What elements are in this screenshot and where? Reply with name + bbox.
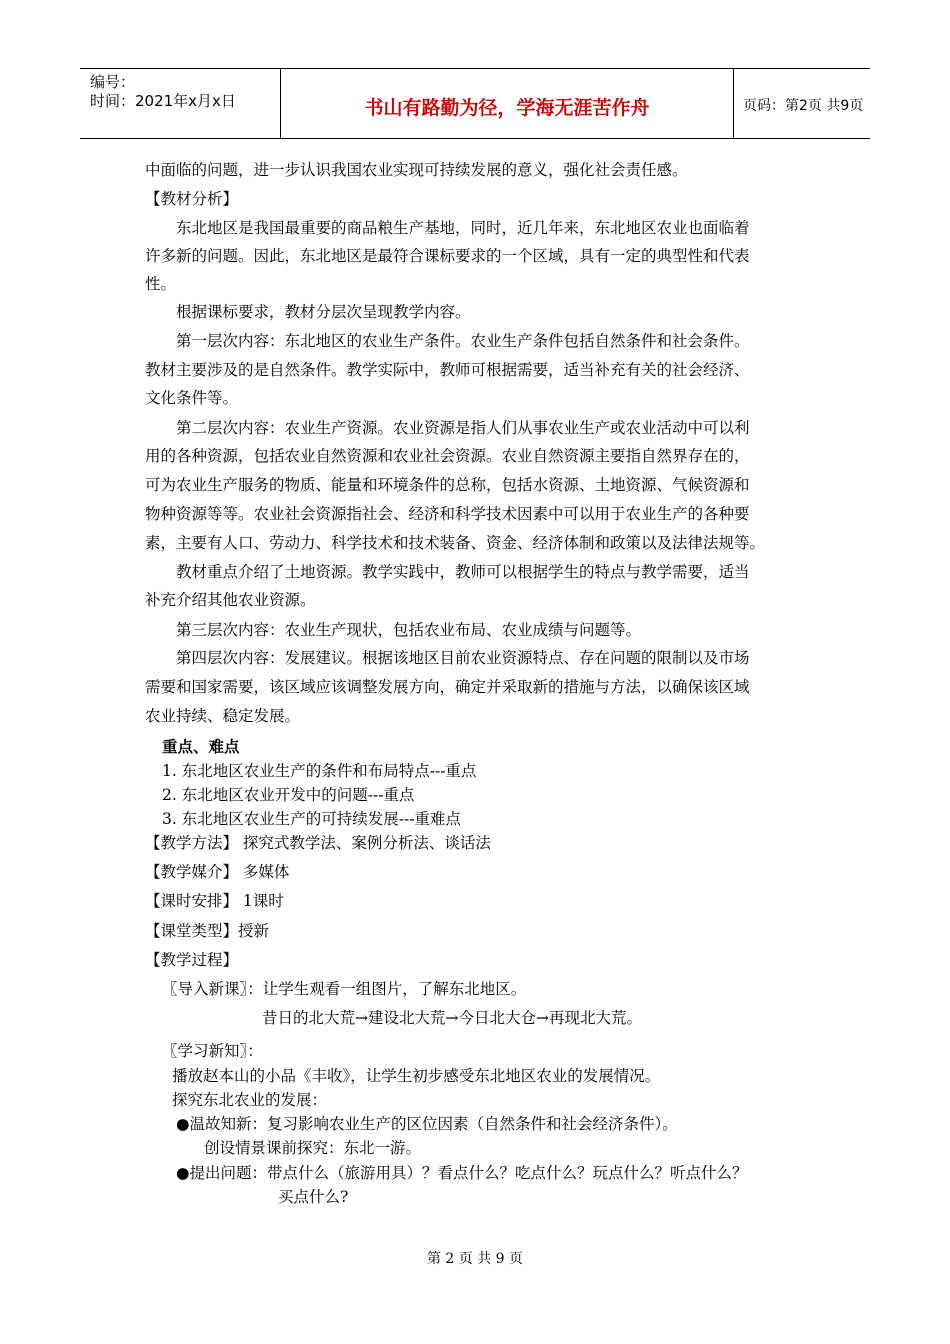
paragraph-line: 东北地区是我国最重要的商品粮生产基地，同时，近几年来，东北地区农业也面临着 — [176, 219, 750, 237]
teaching-method: 【教学方法】 探究式教学法、案例分析法、谈话法 — [145, 834, 491, 852]
bullet-item: ●温故知新：复习影响农业生产的区位因素（自然条件和社会经济条件）。 — [176, 1115, 678, 1133]
key-point-item: 2. 东北地区农业开发中的问题---重点 — [162, 786, 415, 804]
paragraph-line: 物种资源等等。农业社会资源指社会、经济和科学技术因素中可以用于农业生产的各种要 — [145, 505, 750, 523]
paragraph-line: 用的各种资源，包括农业自然资源和农业社会资源。农业自然资源主要指自然界存在的， — [145, 447, 750, 465]
date-label: 时间：2021年x月x日 — [90, 92, 236, 110]
paragraph-line: 教材重点介绍了土地资源。教学实践中，教师可以根据学生的特点与教学需要，适当 — [176, 563, 750, 581]
paragraph-line: 需要和国家需要，该区域应该调整发展方向，确定并采取新的措施与方法，以确保该区域 — [145, 678, 750, 696]
paragraph-line: 根据课标要求，教材分层次呈现教学内容。 — [176, 303, 471, 321]
paragraph-line: 补充介绍其他农业资源。 — [145, 591, 316, 609]
key-points-heading: 重点、难点 — [162, 737, 240, 756]
intro-step: 〖导入新课〗：让学生观看一组图片，了解东北地区。 — [162, 980, 527, 998]
paragraph-line: 第一层次内容：东北地区的农业生产条件。农业生产条件包括自然条件和社会条件。 — [176, 332, 750, 350]
section-heading: 【教材分析】 — [145, 190, 239, 208]
key-point-item: 3. 东北地区农业生产的可持续发展---重难点 — [162, 810, 461, 828]
paragraph-line: 第三层次内容：农业生产现状，包括农业布局、农业成绩与问题等。 — [176, 621, 642, 639]
paragraph-line: 第二层次内容：农业生产资源。农业资源是指人们从事农业生产或农业活动中可以利 — [176, 419, 750, 437]
paragraph-line: 中面临的问题，进一步认识我国农业实现可持续发展的意义，强化社会责任感。 — [145, 161, 688, 179]
intro-sequence: 昔日的北大荒→建设北大荒→今日北大仓→再现北大荒。 — [262, 1009, 642, 1027]
motto: 书山有路勤为径，学海无涯苦作舟 — [364, 97, 650, 119]
header-motto-cell — [280, 69, 734, 138]
paragraph-line: 农业持续、稳定发展。 — [145, 707, 301, 725]
learn-item: 探究东北农业的发展： — [172, 1091, 328, 1109]
paragraph-line: 素，主要有人口、劳动力、科学技术和技术装备、资金、经济体制和政策以及法律法规等。 — [145, 534, 766, 552]
header-info-cell — [80, 69, 280, 138]
paragraph-line: 性。 — [145, 275, 177, 293]
learn-step: 〖学习新知〗： — [162, 1042, 263, 1060]
page-header — [80, 68, 870, 139]
class-type: 【课堂类型】授新 — [145, 922, 270, 940]
paragraph-line: 可为农业生产服务的物质、能量和环境条件的总称，包括水资源、土地资源、气候资源和 — [145, 476, 750, 494]
number-label: 编号： — [90, 73, 136, 91]
bullet-subitem: 创设情景课前探究：东北一游。 — [204, 1139, 422, 1157]
paragraph-line: 许多新的问题。因此，东北地区是最符合课标要求的一个区域，具有一定的典型性和代表 — [145, 247, 750, 265]
header-page-cell — [733, 69, 870, 138]
paragraph-line: 教材主要涉及的是自然条件。教学实际中，教师可根据需要，适当补充有关的社会经济、 — [145, 361, 750, 379]
page-footer: 第 2 页 共 9 页 — [426, 1251, 524, 1267]
paragraph-line: 文化条件等。 — [145, 389, 239, 407]
learn-item: 播放赵本山的小品《丰收》，让学生初步感受东北地区农业的发展情况。 — [172, 1067, 661, 1085]
page-label: 页码：第2页 共9页 — [743, 98, 864, 114]
bullet-item: ●提出问题：带点什么（旅游用具）？看点什么？吃点什么？玩点什么？听点什么？ — [176, 1164, 748, 1182]
teaching-media: 【教学媒介】 多媒体 — [145, 863, 290, 881]
key-point-item: 1. 东北地区农业生产的条件和布局特点---重点 — [162, 762, 477, 780]
paragraph-line: 第四层次内容：发展建议。根据该地区目前农业资源特点、存在问题的限制以及市场 — [176, 649, 750, 667]
teaching-process-heading: 【教学过程】 — [145, 951, 239, 969]
class-hours: 【课时安排】 1课时 — [145, 892, 284, 910]
bullet-subitem: 买点什么? — [278, 1188, 349, 1206]
